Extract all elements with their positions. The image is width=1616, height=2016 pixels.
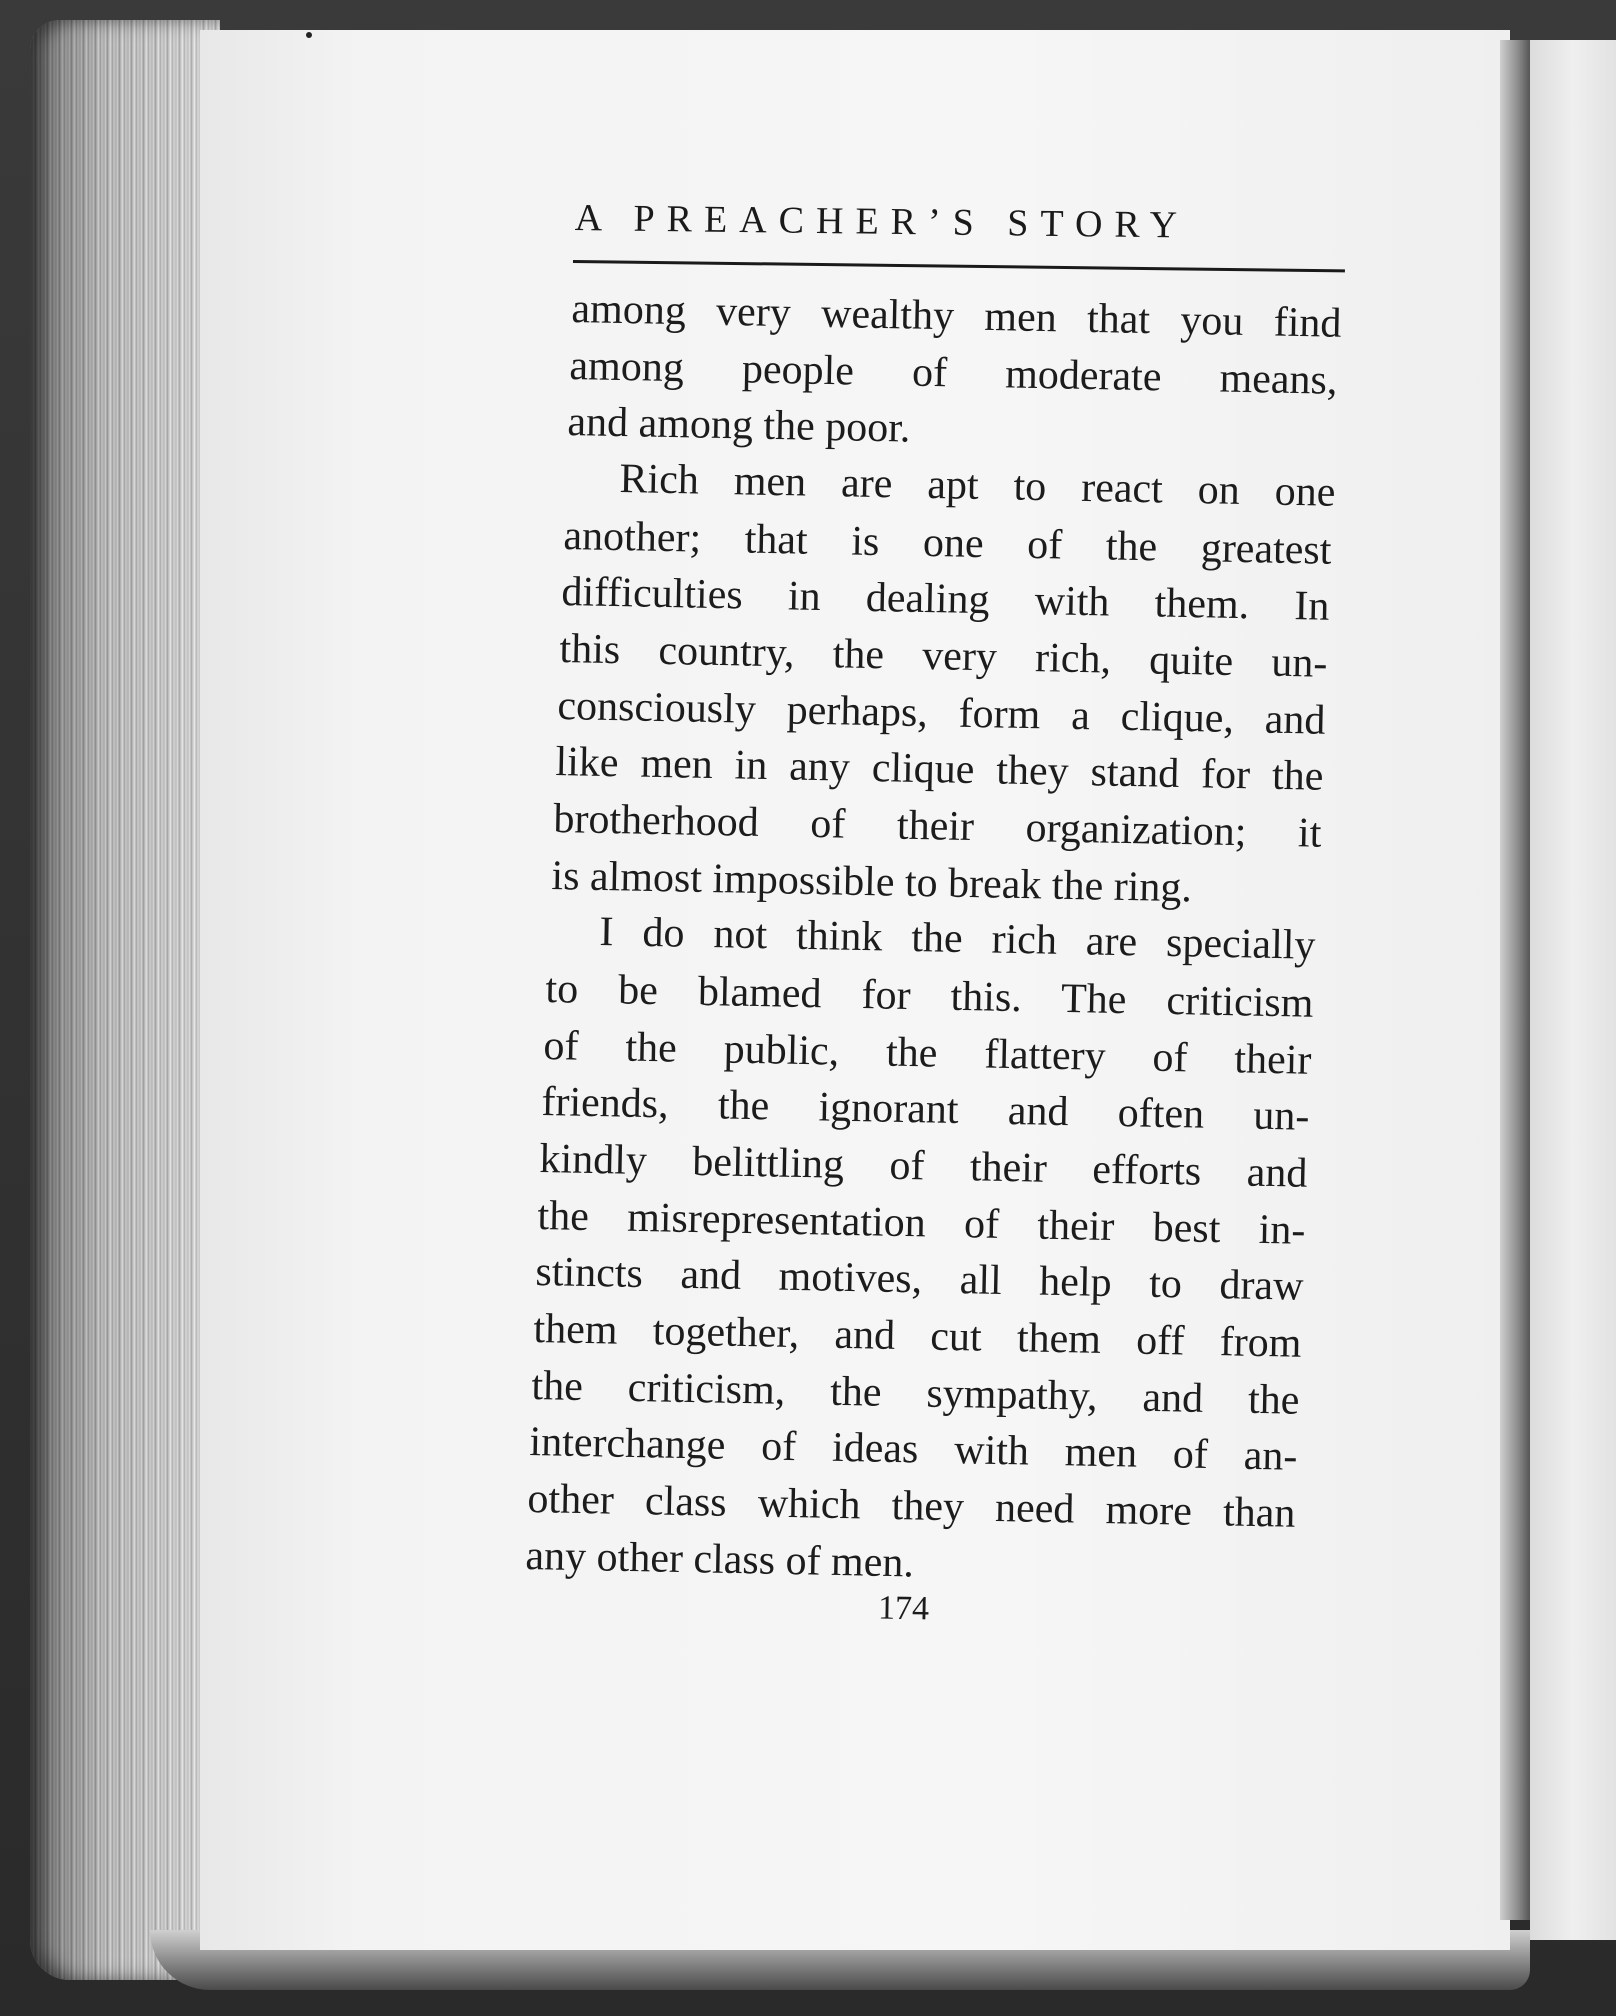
text-line: any other class of men. (525, 1532, 915, 1587)
text-line: them together, and cut them off from (533, 1305, 1302, 1367)
running-head: A PREACHER’S STORY (574, 196, 1190, 247)
text-line: difficulties in dealing with them. In (561, 568, 1330, 630)
text-line: friends, the ignorant and often un- (541, 1078, 1310, 1140)
text-line: kindly belittling of their efforts and (539, 1135, 1308, 1197)
text-line: this country, the very rich, quite un- (559, 625, 1328, 687)
text-line: like men in any clique they stand for the (555, 738, 1324, 800)
text-line: Rich men are apt to react on one (619, 455, 1336, 516)
text-line: and among the poor. (567, 398, 911, 452)
text-line: consciously perhaps, form a clique, and (557, 682, 1326, 744)
text-line: another; that is one of the greatest (563, 512, 1332, 574)
text-line: interchange of ideas with men of an- (529, 1418, 1298, 1480)
text-line: among people of moderate means, (569, 342, 1338, 404)
text-line: stincts and motives, all help to draw (535, 1248, 1304, 1310)
text-line: the criticism, the sympathy, and the (531, 1362, 1300, 1424)
page-number: 174 (877, 1589, 930, 1628)
text-line: of the public, the flattery of their (543, 1022, 1312, 1084)
text-line: among very wealthy men that you find (571, 285, 1342, 347)
text-line: other class which they need more than (527, 1475, 1296, 1537)
text-line: brotherhood of their organization; it (553, 795, 1322, 857)
text-line: to be blamed for this. The criticism (545, 965, 1314, 1027)
text-line: is almost impossible to break the ring. (551, 852, 1193, 912)
text-line: I do not think the rich are specially (599, 908, 1316, 969)
text-line: the misrepresentation of their best in- (537, 1192, 1306, 1254)
